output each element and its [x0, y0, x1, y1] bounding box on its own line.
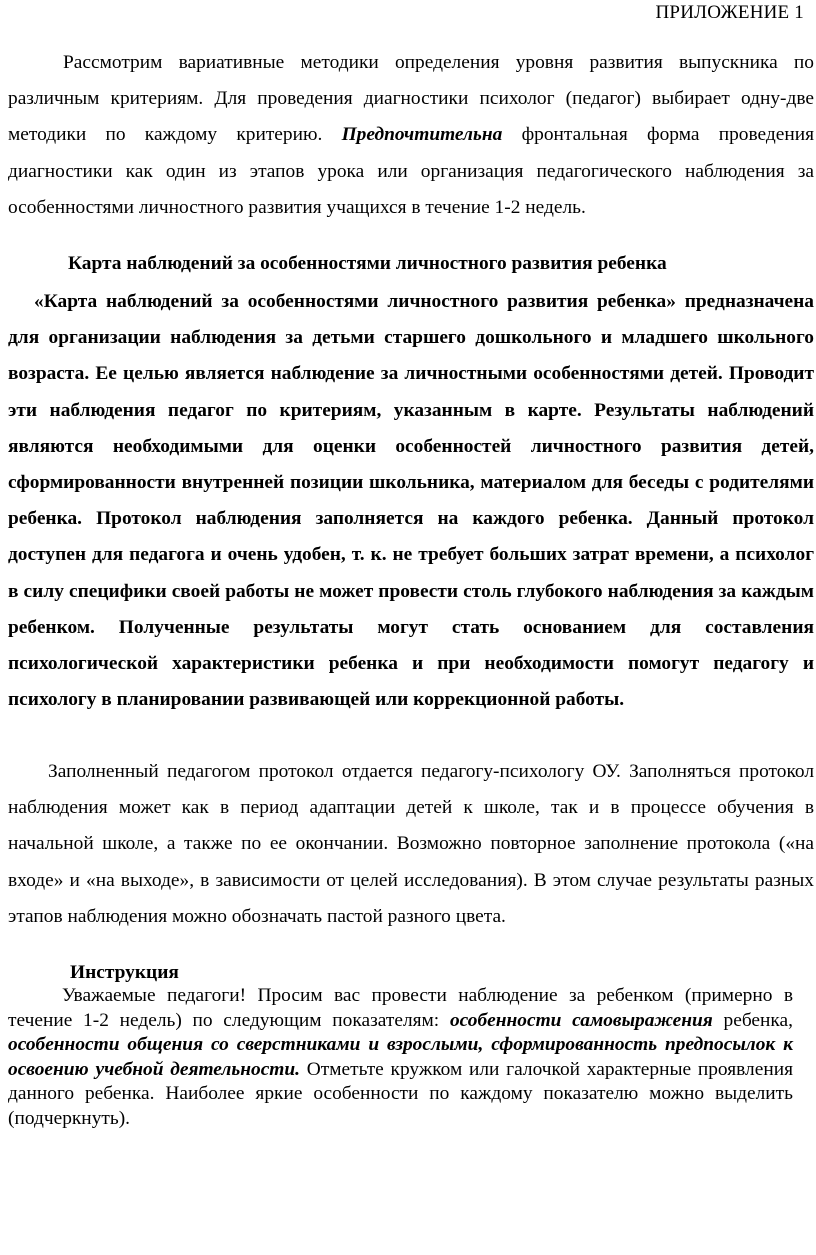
protocol-paragraph: Заполненный педагогом протокол отдается педагогу-психологу ОУ. Заполняться протокол наблюдения может как в период адаптации детей к школе, так и в процессе обучения в начальной школе, а также по ее окончании. Возможно повторное заполнение протокола («на входе» и «на выходе», в зависимости от целей исследования). В этом случае результаты разных этапов наблюдения можно обозначать пастой разного цвета. [8, 761, 814, 927]
instruction-emphasis-1: особенности самовыражения [449, 1009, 713, 1031]
intro-emphasis: Предпочтительна [341, 124, 503, 146]
map-description-paragraph: «Карта наблюдений за особенностями личностного развития ребенка» предназначена для организации наблюдения за детьми старшего дошкольного и младшего школьного возраста. Ее целью является наблюдение за личностными особенностями детей. Проводит эти наблюдения педагог по критериям, указанным в карте. Результаты наблюдений являются необходимыми для оценки особенностей личностного развития детей, сформированности внутренней позиции школьника, материалом для беседы с родителями ребенка. Протокол наблюдения заполняется на каждого ребенка. Данный протокол доступен для педагога и очень удобен, т. к. не требует больших затрат времени, а психолог в силу специфики своей работы не может провести столь глубокого наблюдения за каждым ребенком. Полученные результаты могут стать основанием для составления психологической характеристики ребенка и при необходимости помогут педагогу и психологу в планировании развивающей или коррекционной работы. [8, 291, 814, 711]
instruction-paragraph [8, 984, 793, 1131]
intro-text-start: Рассмотрим вариативные методики определения уровня развития выпускника по различным критериям. Для проведения диагностики психолог (педагог) выбирает одну-две методики по каждому критерию. [8, 52, 814, 146]
instruction-title: Инструкция [70, 962, 179, 983]
instruction-text-3: Отметьте кружком или галочкой характерные проявления данного ребенка. Наиболее яркие особенности по каждому показателю можно выделить (подчеркнуть). [8, 1058, 794, 1129]
instruction-text-1: Уважаемые педагоги! Просим вас провести наблюдение за ребенком (примерно в течение 1-2 недель) по следующим показателям: [8, 985, 793, 1031]
instruction-text-2: ребенка, [712, 1009, 793, 1031]
instruction-emphasis-2: особенности общения со сверстниками и взрослыми, сформированность предпосылок к освоению учебной деятельности. [8, 1034, 793, 1080]
intro-text-end: фронтальная форма проведения диагностики как один из этапов урока или организация педагогического наблюдения за особенностями личностного развития учащихся в течение 1-2 недель. [8, 124, 814, 218]
intro-paragraph [8, 45, 814, 226]
map-section-title: Карта наблюдений за особенностями личностного развития ребенка [68, 253, 667, 274]
appendix-header: ПРИЛОЖЕНИЕ 1 [655, 2, 804, 23]
